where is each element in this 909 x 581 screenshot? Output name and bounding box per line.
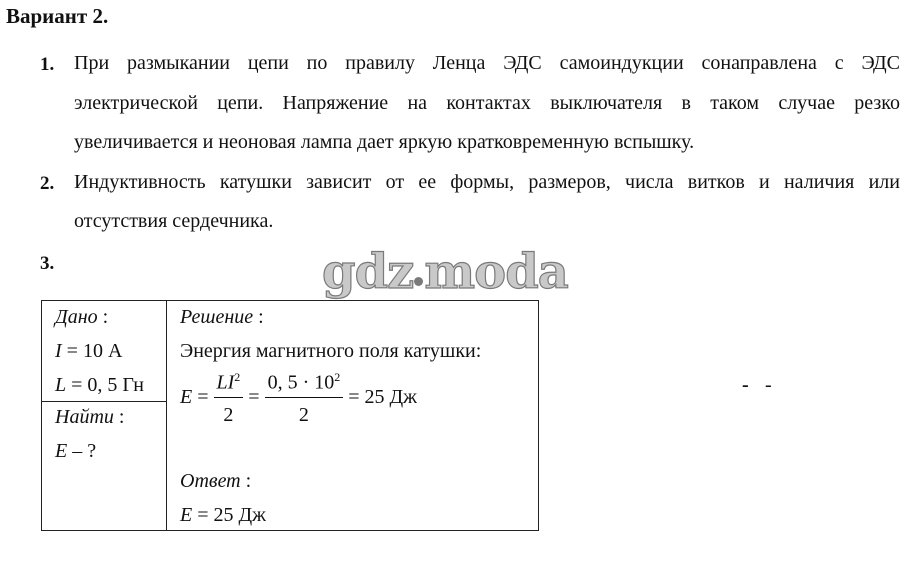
solution-text: Энергия магнитного поля катушки: (180, 340, 482, 362)
page-title: Вариант 2. (6, 4, 109, 28)
item-1-line-1: При размыкании цепи по правилу Ленца ЭДС самоиндукции сонаправлена с ЭДС (74, 52, 900, 74)
given-label: Дано : (55, 306, 109, 328)
answer-value: E = 25 Дж (180, 504, 266, 526)
watermark-dot-icon (414, 277, 423, 286)
item-1-line-2: электрической цепи. Напряжение на контактах выключателя в таком случае резко (74, 92, 900, 114)
item-2-line-1: Индуктивность катушки зависит от ее формы, размеров, числа витков и наличия или (74, 171, 900, 193)
watermark-logo: gdz moda (322, 244, 568, 300)
item-number-1: 1. (40, 54, 55, 75)
fraction-2: $\frac{0, 5 \cdot 10^2}{2}$ (265, 370, 344, 427)
solution-table (41, 300, 539, 531)
stray-mark-1: - (742, 374, 749, 396)
stray-mark-2: - (765, 374, 772, 396)
item-1-line-3: увеличивается и неоновая лампа дает яркую кратковременную вспышку. (74, 131, 695, 153)
item-number-3: 3. (40, 253, 55, 274)
item-number-2: 2. (40, 173, 55, 194)
find-label: Найти : (55, 406, 125, 428)
given-current: I = 10 А (55, 340, 123, 362)
find-energy: E – ? (55, 440, 97, 462)
answer-label: Ответ : (180, 470, 252, 492)
item-2-line-2: отсутствия сердечника. (74, 210, 274, 232)
solution-label: Решение : (180, 306, 264, 328)
energy-formula: E = $\frac{LI^2}{2}$ = $\frac{0, 5 \cdot 10^2}{2}$ = 25 Дж (180, 370, 417, 426)
given-inductance: L = 0, 5 Гн (55, 374, 144, 396)
fraction-1: $\frac{LI^2}{2}$ (214, 370, 244, 427)
